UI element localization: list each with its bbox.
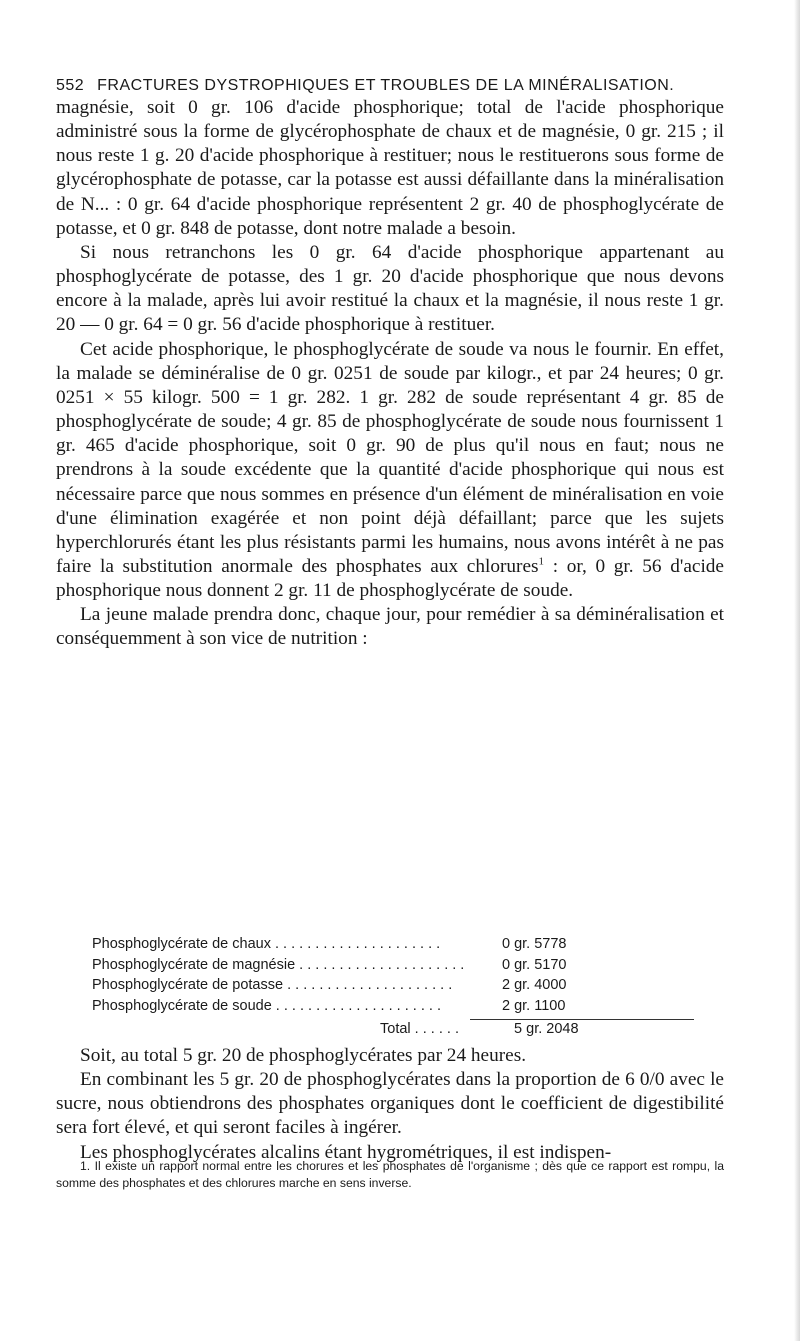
table-row [92, 996, 692, 1017]
table-row [92, 955, 692, 976]
page-edge-shadow [794, 0, 800, 1341]
paragraph-7: Les phosphoglycérates alcalins étant hygrométriques, il est indispen- [80, 1141, 612, 1163]
running-head [56, 77, 720, 95]
total-value: 5 gr. 2048 [514, 1021, 579, 1037]
table-row-label: Phosphoglycérate de magnésie . . . . . . . . . . . . . . . . . . . . . [92, 956, 465, 973]
total-label: Total . . . . . . [380, 1021, 459, 1037]
footnote-text: 1. Il existe un rapport normal entre les chorures et les phosphates de l'organisme ; dès que ce rapport est rompu, la somme des phosphates et des chlorures marche en sens inverse. [56, 1159, 724, 1190]
paragraph-2: Si nous retranchons les 0 gr. 64 d'acide phosphorique appartenant au phosphoglycérate de potasse, des 1 gr. 20 d'acide phosphorique que nous devons encore à la malade, après lui avoir restitué la chaux et la magnésie, il nous reste 1 gr. 20 — 0 gr. 64 = 0 gr. 56 d'acide phosphorique à restituer. [56, 241, 724, 336]
table-row-value: 0 gr. 5778 [502, 936, 567, 952]
paragraph-6: En combinant les 5 gr. 20 de phosphoglycérates dans la proportion de 6 0/0 avec le sucre, nous obtiendrons des phosphates organiques dont le coefficient de digestibilité sera fort élevé, et qui seront faciles à ingérer. [56, 1069, 724, 1139]
paragraph-5: Soit, au total 5 gr. 20 de phosphoglycérates par 24 heures. [80, 1045, 527, 1066]
total-rule [470, 1019, 694, 1020]
paragraph-1: magnésie, soit 0 gr. 106 d'acide phosphorique; total de l'acide phosphorique administré sous la forme de glycérophosphate de chaux et de magnésie, 0 gr. 215 ; il nous reste 1 g. 20 d'acide phosphorique à restituer; nous le restituerons sous forme de glycérophosphate de potasse, car la potasse est aussi défaillante dans la minéralisation de N... : 0 gr. 64 d'acide phosphorique représentent 2 gr. 40 de phosphoglycérate de potasse, et 0 gr. 848 de potasse, dont notre malade a besoin. [56, 97, 724, 239]
table-row-label: Phosphoglycérate de chaux . . . . . . . . . . . . . . . . . . . . . [92, 936, 441, 952]
table-row [92, 934, 692, 955]
footnote-marker: 1 [538, 555, 545, 568]
table-row-label: Phosphoglycérate de soude . . . . . . . . . . . . . . . . . . . . . [92, 997, 441, 1014]
paragraph-3-text: Cet acide phosphorique, le phosphoglycérate de soude va nous le fournir. En effet, la malade se déminéralise de 0 gr. 0251 de soude par kilogr., et par 24 heures; 0 gr. 0251 × 55 kilogr. 500 = 1 gr. 282. 1 gr. 282 de soude représentant 4 gr. 85 de phosphoglycérate de soude; 4 gr. 85 de phosphoglycérate de soude nous fournissent 1 gr. 465 d'acide phosphorique, soit 0 gr. 90 de plus qu'il nous en faut; nous ne prendrons à la soude excédente que la quantité d'acide phosphorique qui nous est nécessaire parce que nous sommes en présence d'un élément de minéralisation en voie d'une élimination exagérée et non point déjà défaillant; parce que les sujets hyperchlorurés étant les plus résistants parmi les humains, nous avons intérêt à ne pas faire la substitution anormale des phosphates aux chlorures [56, 338, 724, 577]
closing-text [56, 1044, 724, 1165]
paragraph-3 [56, 338, 724, 604]
table-total [380, 1021, 579, 1037]
table-row-value: 2 gr. 4000 [502, 977, 567, 993]
table-row-value: 0 gr. 5170 [502, 956, 567, 973]
table-row-label: Phosphoglycérate de potasse . . . . . . . . . . . . . . . . . . . . . [92, 977, 453, 993]
table-row [92, 975, 692, 996]
paragraph-4: La jeune malade prendra donc, chaque jour, pour remédier à sa déminéralisation et conséquemment à son vice de nutrition : [56, 604, 724, 650]
paragraph-3-continuation: : or, 0 gr. 56 d'acide phosphorique nous donnent 2 gr. 11 de phosphoglycérate de soude. [56, 555, 724, 602]
footnote [56, 1158, 724, 1192]
dosage-table [92, 934, 692, 1016]
page-number: 552 [56, 77, 85, 94]
main-text [56, 96, 724, 652]
running-title: FRACTURES DYSTROPHIQUES ET TROUBLES DE LA MINÉRALISATION. [97, 77, 675, 94]
table-row-value: 2 gr. 1100 [502, 997, 566, 1014]
